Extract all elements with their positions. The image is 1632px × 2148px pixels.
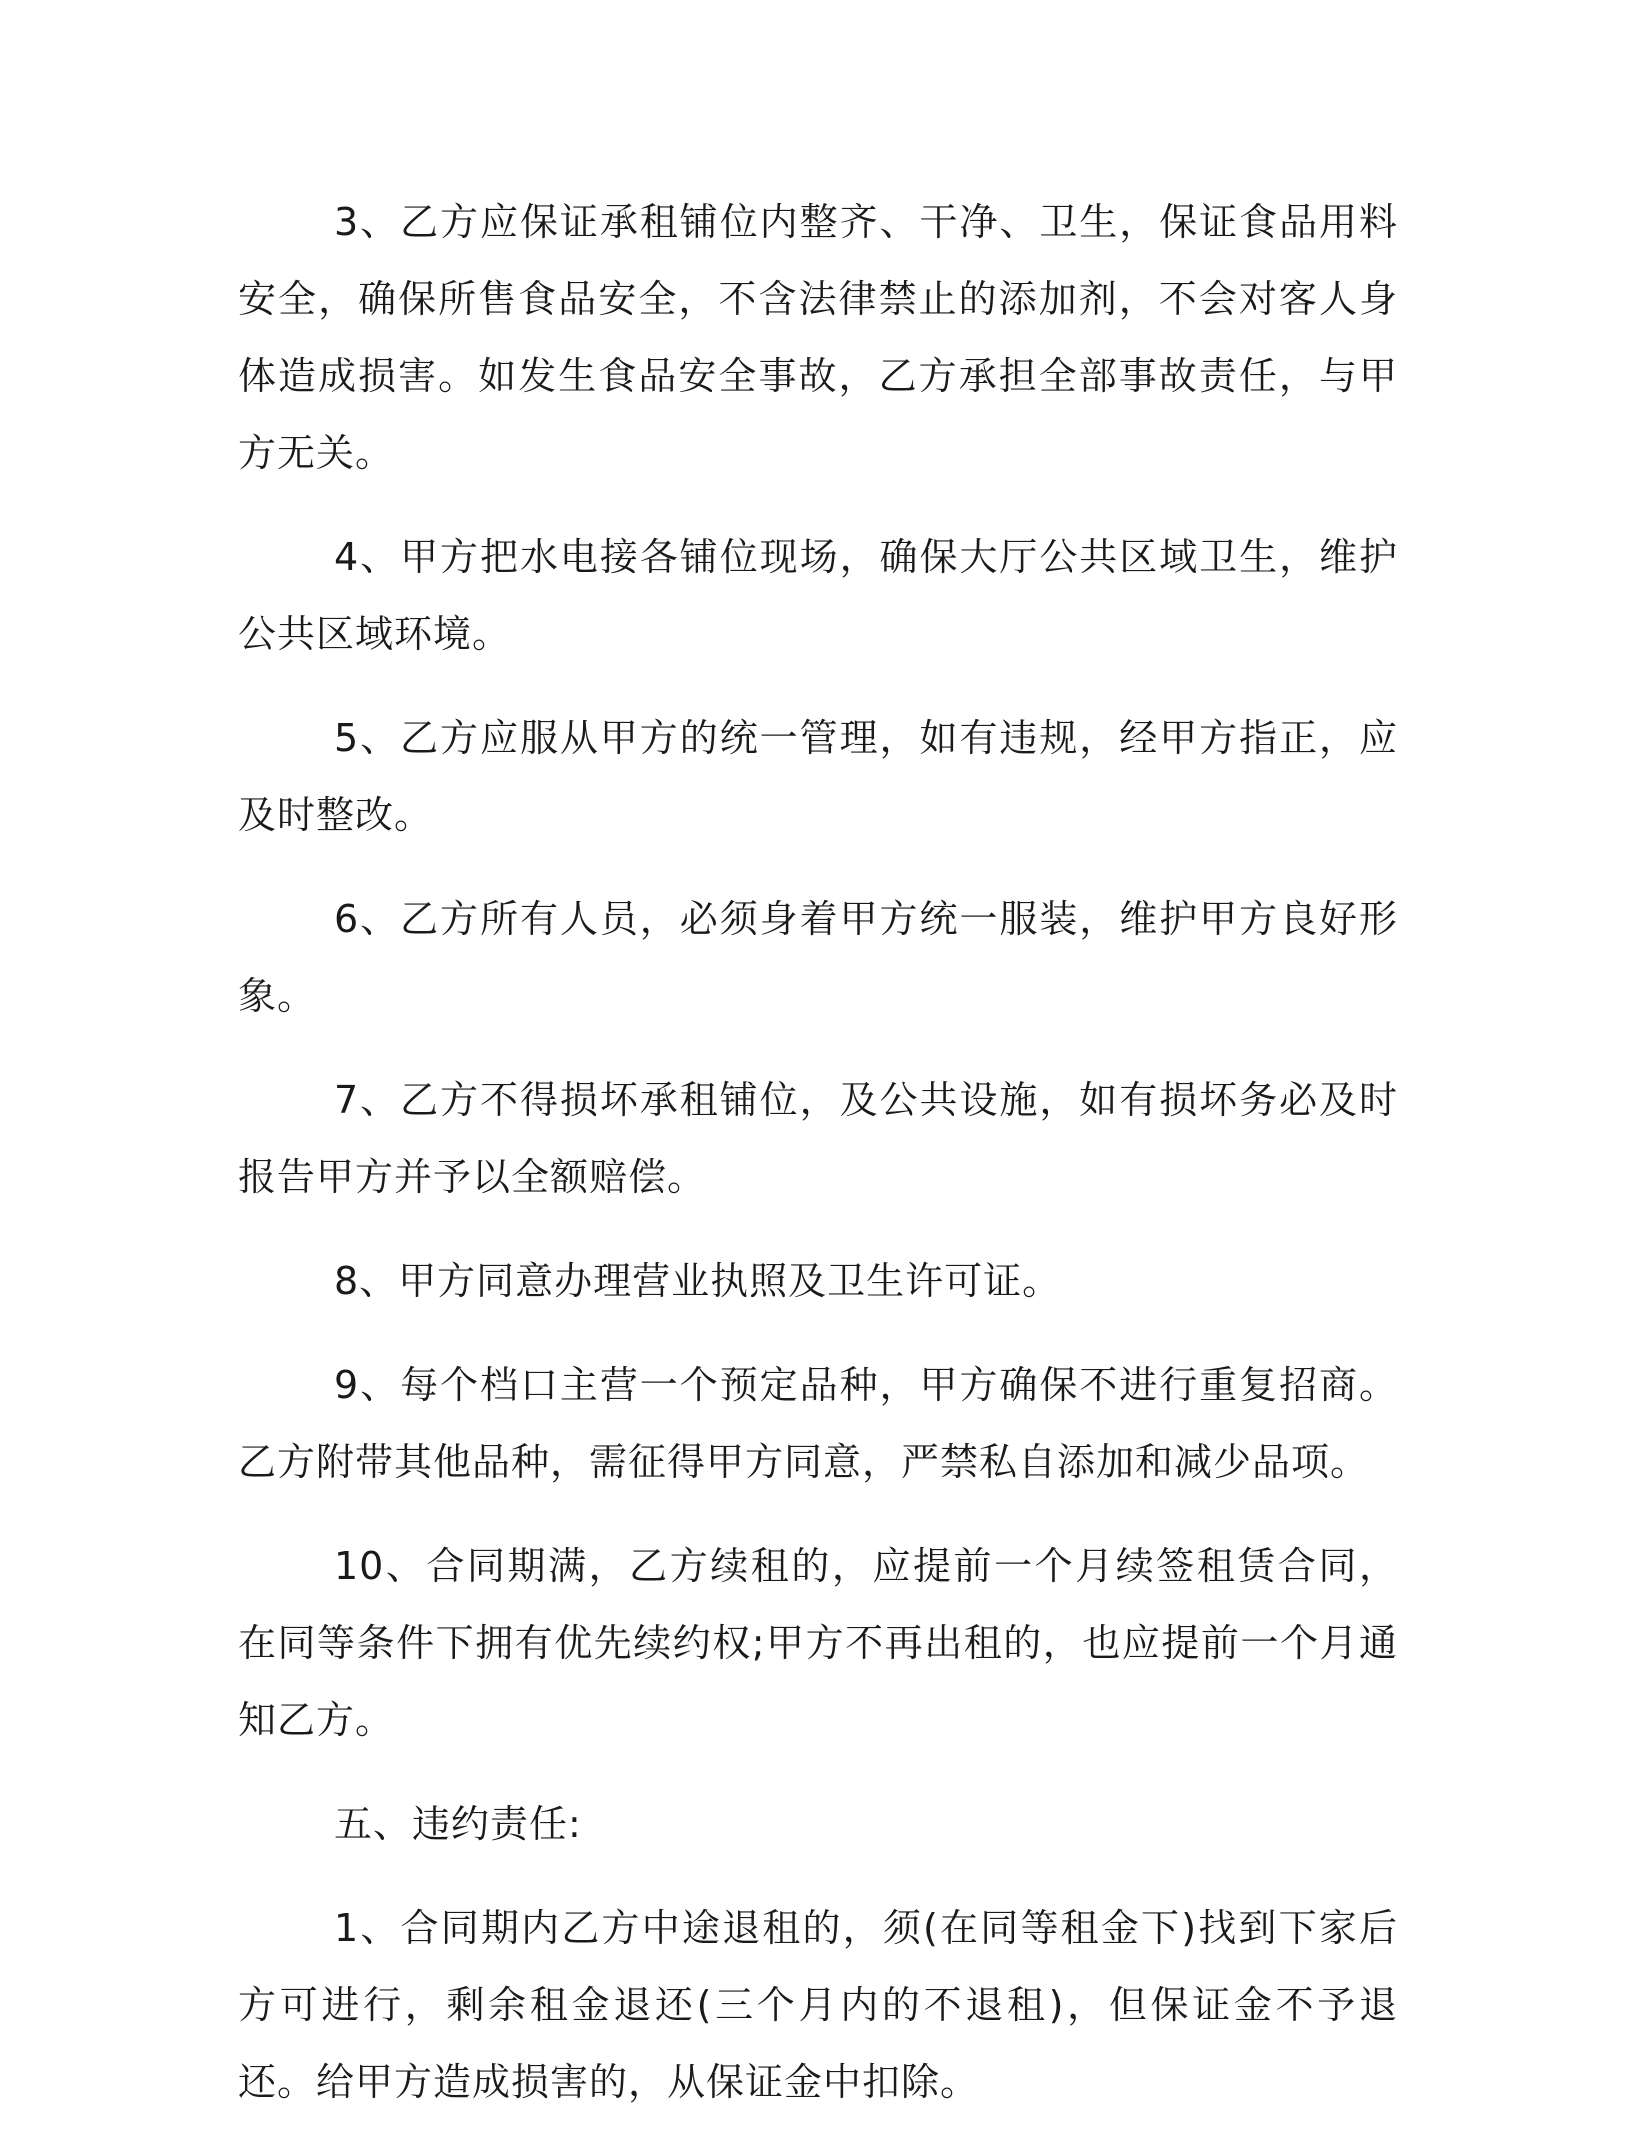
clause-9: 9、每个档口主营一个预定品种，甲方确保不进行重复招商。乙方附带其他品种，需征得甲方同意，严禁私自添加和减少品项。 — [238, 1363, 1398, 1484]
clause-6: 6、乙方所有人员，必须身着甲方统一服装，维护甲方良好形象。 — [238, 897, 1398, 1018]
clause-10: 10、合同期满，乙方续租的，应提前一个月续签租赁合同，在同等条件下拥有优先续约权;甲方不再出租的，也应提前一个月通知乙方。 — [238, 1544, 1398, 1742]
document-body — [238, 184, 1398, 2148]
clause-8: 8、甲方同意办理营业执照及卫生许可证。 — [334, 1259, 1062, 1303]
clause-4: 4、甲方把水电接各铺位现场，确保大厅公共区域卫生，维护公共区域环境。 — [238, 535, 1398, 656]
section-heading-breach-liability: 五、违约责任: — [334, 1802, 582, 1846]
clause-7: 7、乙方不得损坏承租铺位，及公共设施，如有损坏务必及时报告甲方并予以全额赔偿。 — [238, 1078, 1398, 1199]
clause-5: 5、乙方应服从甲方的统一管理，如有违规，经甲方指正，应及时整改。 — [238, 716, 1398, 837]
clause-3: 3、乙方应保证承租铺位内整齐、干净、卫生，保证食品用料安全，确保所售食品安全，不含法律禁止的添加剂，不会对客人身体造成损害。如发生食品安全事故，乙方承担全部事故责任，与甲方无关。 — [238, 200, 1398, 475]
breach-clause-1: 1、合同期内乙方中途退租的，须(在同等租金下)找到下家后方可进行，剩余租金退还(三个月内的不退租)，但保证金不予退还。给甲方造成损害的，从保证金中扣除。 — [238, 1906, 1398, 2104]
